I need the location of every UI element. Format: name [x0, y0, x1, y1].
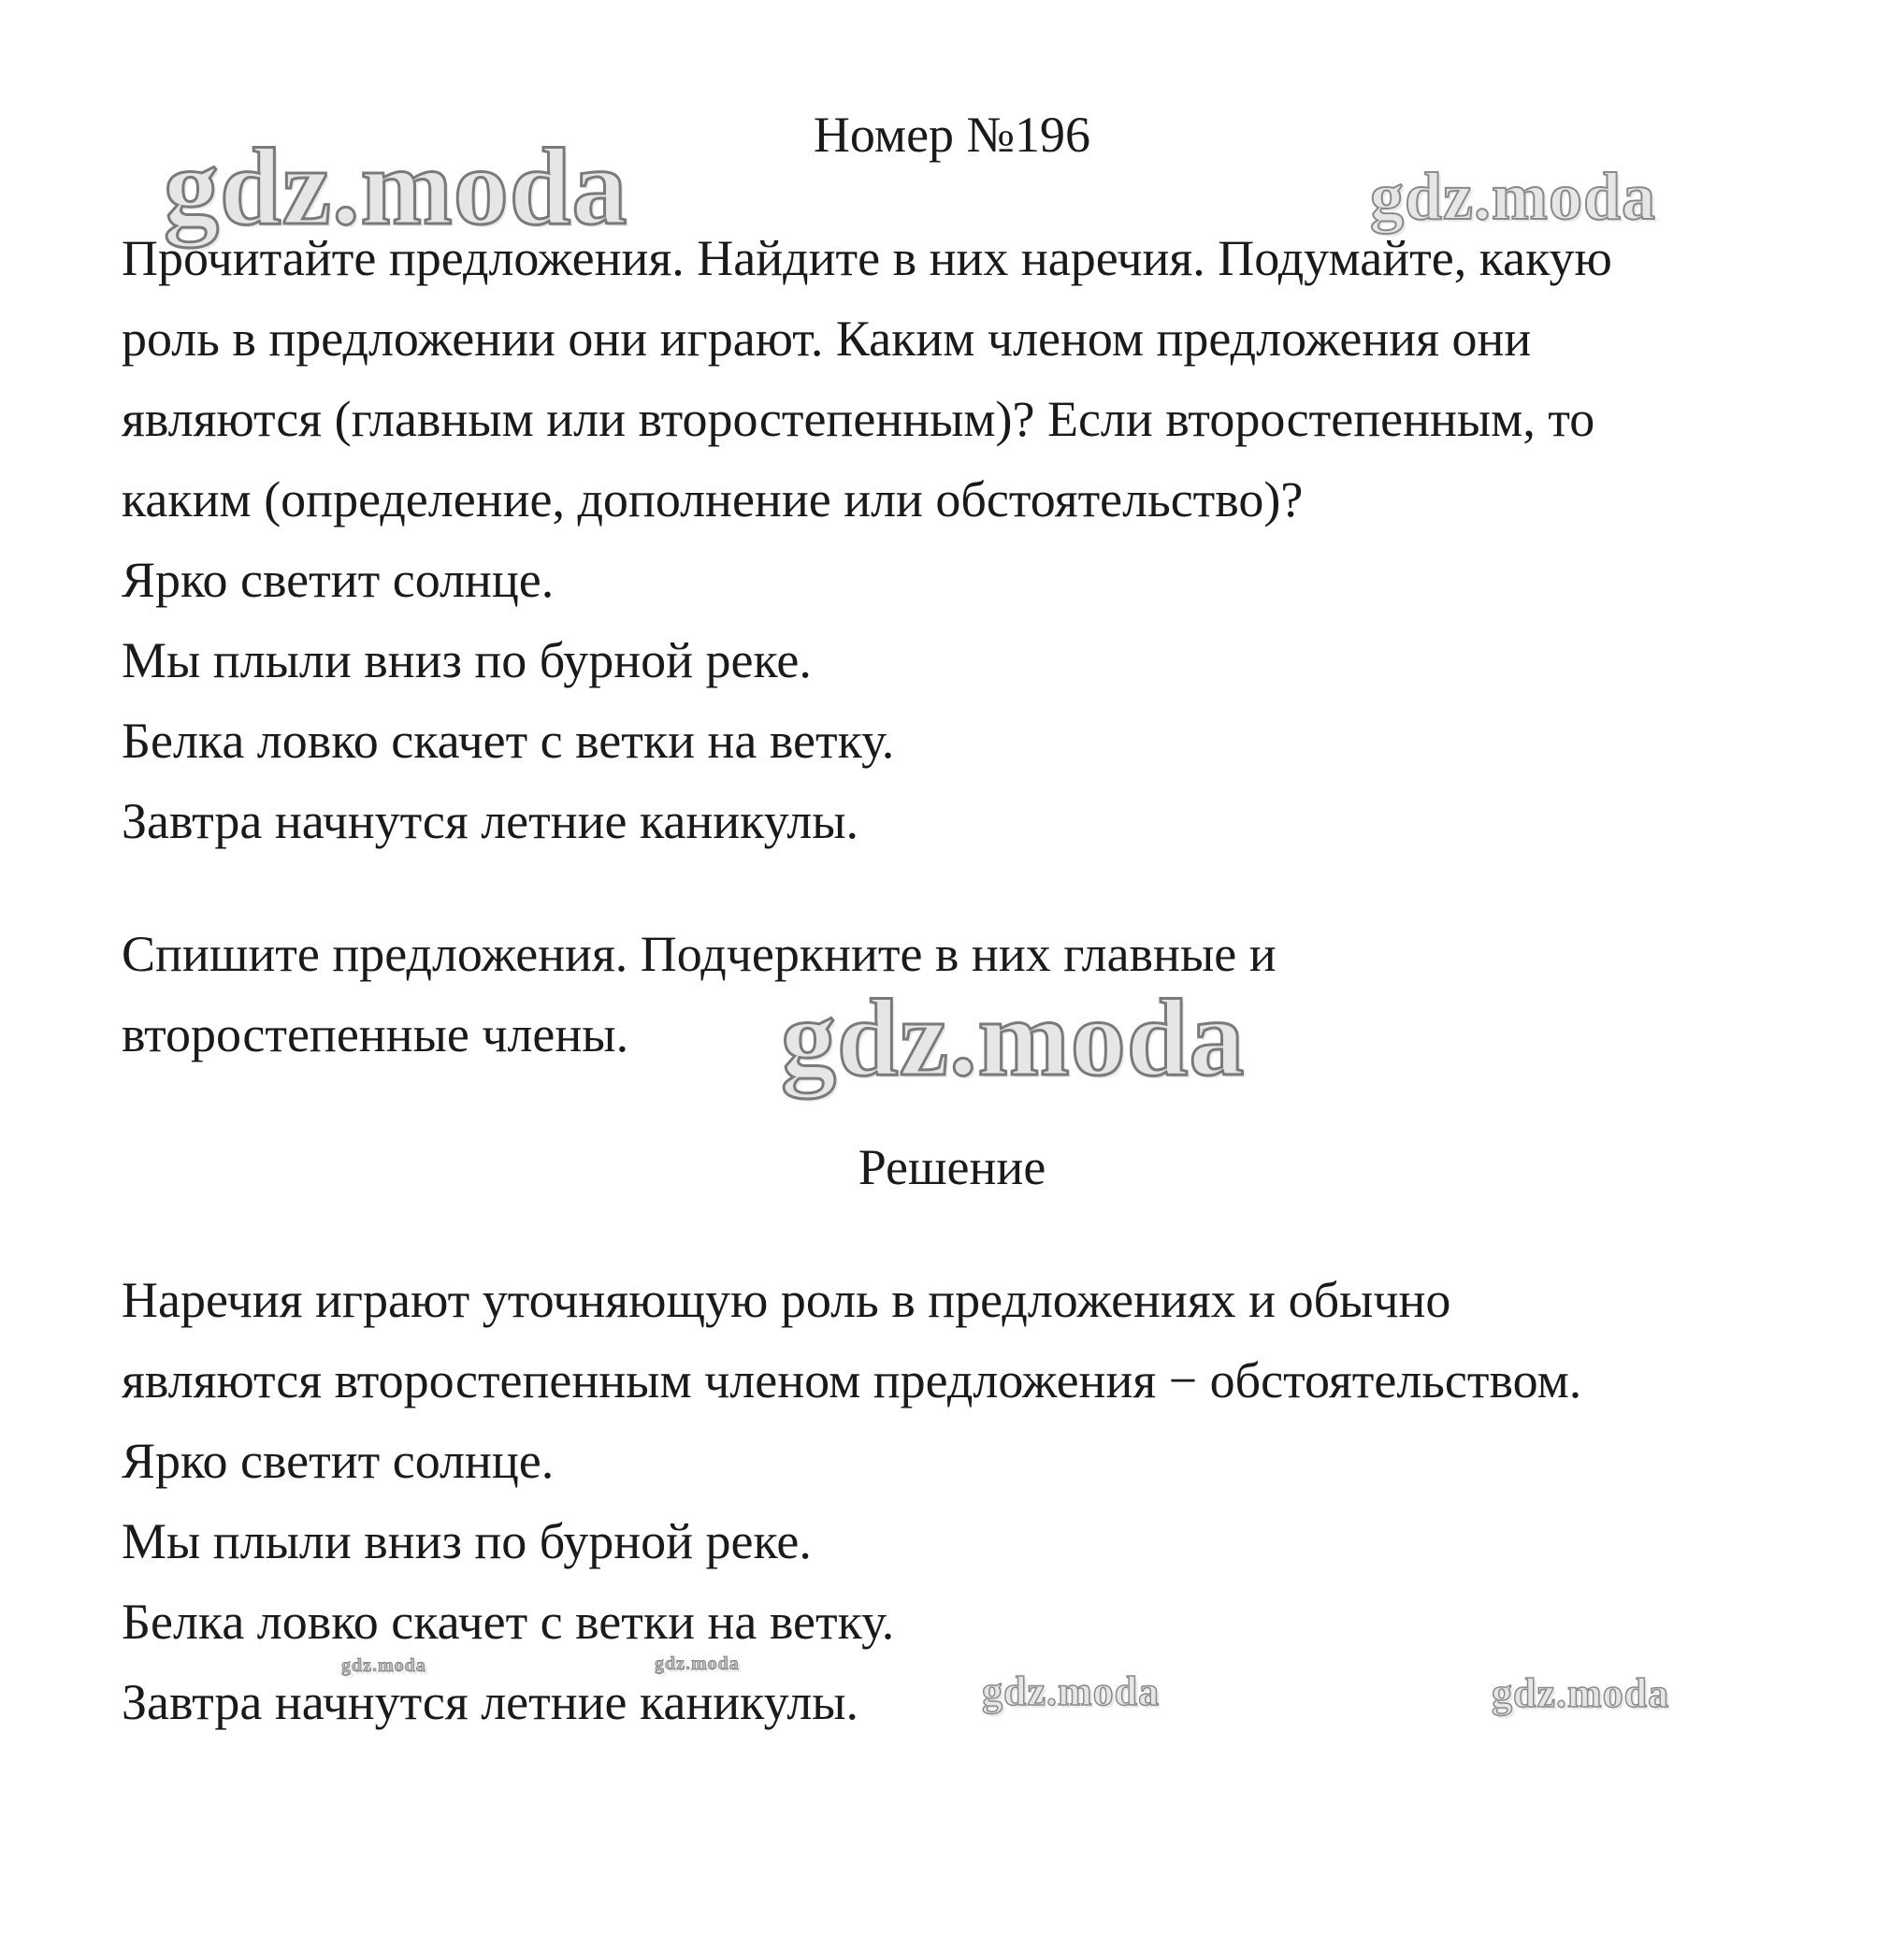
example-sentence: Завтра начнутся летние каникулы. — [122, 793, 859, 849]
solution-line: Наречия играют уточняющую роль в предложениях и обычно — [122, 1272, 1451, 1328]
watermark-logo: gdz.moda — [982, 1668, 1161, 1714]
solution-heading: Решение — [858, 1139, 1046, 1195]
solution-line: Завтра начнутся летние каникулы. — [122, 1674, 859, 1730]
example-sentence: Белка ловко скачет с ветки на ветку. — [122, 713, 895, 769]
task-line: Прочитайте предложения. Найдите в них наречия. Подумайте, какую — [122, 230, 1612, 286]
watermark-logo: gdz.moda — [341, 1655, 426, 1676]
task-line: являются (главным или второстепенным)? Если второстепенным, то — [122, 391, 1595, 447]
instruction-line: второстепенные члены. — [122, 1006, 629, 1062]
watermark-logo: gdz.moda — [781, 976, 1246, 1099]
task-line: роль в предложении они играют. Каким членом предложения они — [122, 310, 1532, 367]
instruction-line: Спишите предложения. Подчеркните в них главные и — [122, 926, 1277, 982]
watermark-logo: gdz.moda — [164, 125, 628, 248]
watermark-logo: gdz.moda — [1370, 159, 1657, 234]
task-line: каким (определение, дополнение или обстоятельство)? — [122, 471, 1304, 527]
page-title: Номер №196 — [813, 107, 1091, 163]
solution-line: являются второстепенным членом предложения − обстоятельством. — [122, 1352, 1582, 1408]
solution-line: Белка ловко скачет с ветки на ветку. — [122, 1594, 895, 1650]
solution-line: Мы плыли вниз по бурной реке. — [122, 1513, 812, 1569]
example-sentence: Ярко светит солнце. — [122, 552, 555, 608]
example-sentence: Мы плыли вниз по бурной реке. — [122, 632, 812, 688]
watermark-logo: gdz.moda — [655, 1653, 740, 1674]
solution-line: Ярко светит солнце. — [122, 1433, 555, 1489]
watermark-logo: gdz.moda — [1492, 1670, 1670, 1716]
